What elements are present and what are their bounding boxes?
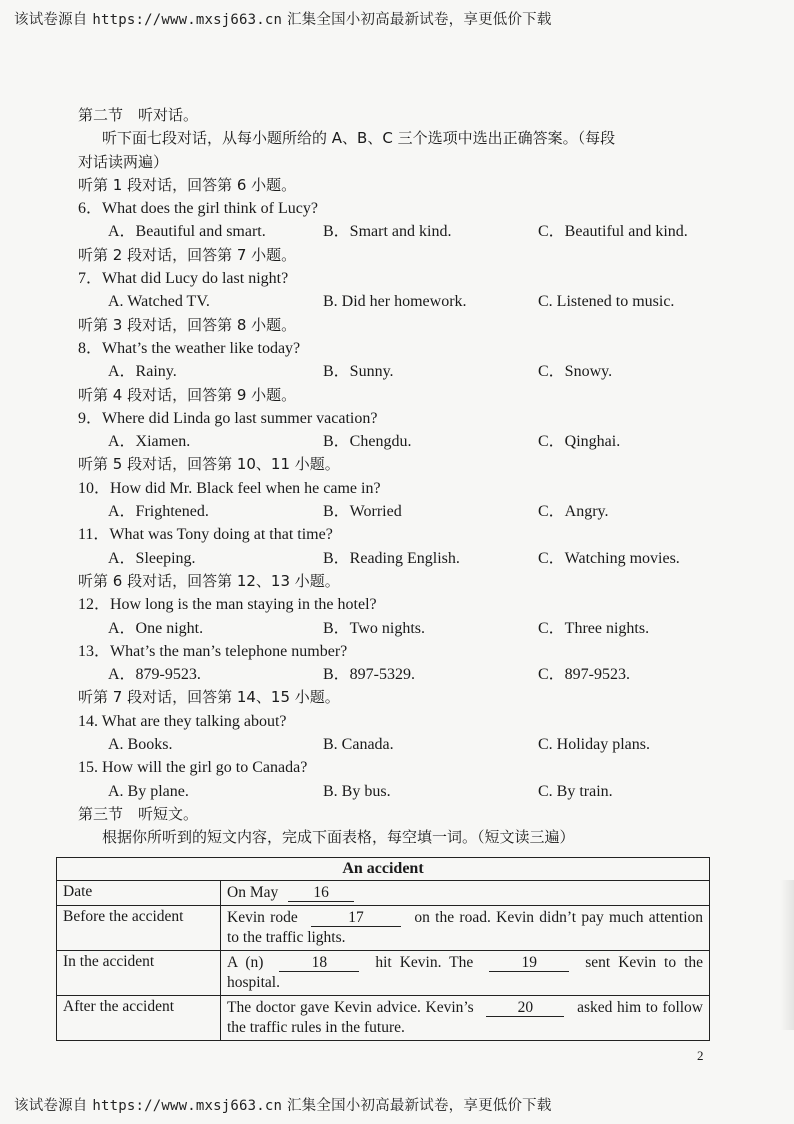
- table-row-date: [57, 881, 710, 906]
- option-a: A．Sleeping.: [108, 549, 196, 567]
- option-b: B．897-5329.: [323, 666, 416, 684]
- table-row-before: [57, 906, 710, 951]
- question-text: 14. What are they talking about?: [78, 712, 287, 730]
- answer-options: [78, 360, 738, 383]
- blank-18: 18: [279, 954, 359, 972]
- dialogue-instruction: 听第 1 段对话，回答第 6 小题。: [78, 175, 297, 194]
- banner-prefix: 该试卷源自: [14, 12, 93, 28]
- question-list: [78, 174, 738, 803]
- option-b: B. Did her homework.: [323, 293, 467, 311]
- question-text: 8．What’s the weather like today?: [78, 339, 301, 357]
- option-c: C．Angry.: [538, 503, 609, 521]
- option-b: B．Two nights.: [323, 619, 426, 637]
- option-a: A. Books.: [108, 736, 173, 754]
- banner-url[interactable]: https://www.mxsj663.cn: [92, 1098, 283, 1114]
- in-text-b: hit Kevin. The: [375, 954, 474, 971]
- scan-edge-shadow: [780, 880, 794, 1030]
- option-c: C．Qinghai.: [538, 433, 621, 451]
- question-text: 13．What’s the man’s telephone number?: [78, 642, 348, 660]
- after-text-b: asked him to follow the traffic rules in the future.: [227, 999, 703, 1036]
- answer-options: [78, 733, 738, 756]
- answer-options: [78, 663, 738, 686]
- question-text: 6．What does the girl think of Lucy?: [78, 200, 318, 218]
- question-text: 15. How will the girl go to Canada?: [78, 759, 308, 777]
- option-a: A．Rainy.: [108, 363, 177, 381]
- option-c: C．Three nights.: [538, 619, 650, 637]
- dialogue-instruction: 听第 5 段对话，回答第 10、11 小题。: [78, 455, 340, 474]
- blank-17: 17: [311, 909, 401, 927]
- option-a: A. Watched TV.: [108, 293, 210, 311]
- question-text: 9．Where did Linda go last summer vacation?: [78, 409, 378, 427]
- option-b: B．Smart and kind.: [323, 223, 452, 241]
- date-cell: [221, 881, 710, 906]
- option-a: A．Xiamen.: [108, 433, 191, 451]
- listening-section: [78, 104, 738, 850]
- accident-table: [56, 857, 710, 1041]
- answer-options: [78, 430, 738, 453]
- option-b: B. By bus.: [323, 782, 391, 800]
- table-title: An accident: [57, 858, 710, 881]
- option-a: A．Beautiful and smart.: [108, 223, 266, 241]
- answer-options: [78, 220, 738, 243]
- dialogue-instruction: 听第 6 段对话，回答第 12、13 小题。: [78, 571, 340, 590]
- dialogue-instruction: 听第 3 段对话，回答第 8 小题。: [78, 315, 297, 334]
- dialogue-instruction: 听第 7 段对话，回答第 14、15 小题。: [78, 688, 340, 707]
- option-c: C．897-9523.: [538, 666, 631, 684]
- option-c: C. Holiday plans.: [538, 736, 650, 754]
- section2-instruction-line2: 对话读两遍）: [78, 152, 169, 171]
- option-a: A. By plane.: [108, 782, 189, 800]
- answer-options: [78, 547, 738, 570]
- question-text: 12．How long is the man staying in the hotel?: [78, 596, 377, 614]
- option-c: C．Watching movies.: [538, 549, 680, 567]
- source-banner-bottom: [14, 1094, 552, 1115]
- table-row-in: [57, 951, 710, 996]
- section2-instruction-line1: 听下面七段对话，从每小题所给的 A、B、C 三个选项中选出正确答案。（每段: [102, 129, 616, 148]
- banner-url[interactable]: https://www.mxsj663.cn: [92, 12, 283, 28]
- section3-title: 第三节 听短文。: [78, 804, 199, 823]
- date-prefix: On May: [227, 884, 279, 901]
- in-text-c: sent Kevin to the hospital.: [227, 954, 704, 991]
- blank-20: 20: [486, 999, 564, 1017]
- answer-options: [78, 290, 738, 313]
- section3-instruction: 根据你所听到的短文内容，完成下面表格，每空填一词。（短文读三遍）: [102, 828, 575, 847]
- option-c: C．Snowy.: [538, 363, 613, 381]
- option-a: A．Frightened.: [108, 503, 209, 521]
- section2-title: 第二节 听对话。: [78, 106, 199, 124]
- question-text: 11．What was Tony doing at that time?: [78, 526, 333, 544]
- option-b: B．Worried: [323, 503, 402, 521]
- dialogue-instruction: 听第 4 段对话，回答第 9 小题。: [78, 385, 297, 404]
- in-cell: [221, 951, 710, 996]
- question-text: 7．What did Lucy do last night?: [78, 270, 289, 288]
- option-b: B．Chengdu.: [323, 433, 412, 451]
- option-b: B．Reading English.: [323, 549, 460, 567]
- blank-16: 16: [288, 884, 354, 902]
- before-label: Before the accident: [57, 906, 221, 951]
- in-text-a: A (n): [227, 954, 264, 971]
- after-cell: [221, 996, 710, 1041]
- source-banner-top: [14, 8, 552, 29]
- question-text: 10．How did Mr. Black feel when he came in?: [78, 479, 381, 497]
- option-c: C．Beautiful and kind.: [538, 223, 688, 241]
- after-text-a: The doctor gave Kevin advice. Kevin’s: [227, 999, 474, 1016]
- before-cell: [221, 906, 710, 951]
- before-text-b: on the road. Kevin didn’t pay much attention to the traffic lights.: [227, 909, 704, 946]
- option-c: C. Listened to music.: [538, 293, 675, 311]
- banner-suffix: 汇集全国小初高最新试卷，享更低价下载: [282, 1098, 552, 1114]
- in-label: In the accident: [57, 951, 221, 996]
- dialogue-instruction: 听第 2 段对话，回答第 7 小题。: [78, 245, 297, 264]
- page-number: 2: [697, 1048, 704, 1063]
- option-a: A．One night.: [108, 619, 204, 637]
- option-b: B. Canada.: [323, 736, 394, 754]
- answer-options: [78, 617, 738, 640]
- before-text-a: Kevin rode: [227, 909, 298, 926]
- option-c: C. By train.: [538, 782, 613, 800]
- answer-options: [78, 780, 738, 803]
- blank-19: 19: [489, 954, 569, 972]
- date-label: Date: [57, 881, 221, 906]
- answer-options: [78, 500, 738, 523]
- option-a: A．879-9523.: [108, 666, 201, 684]
- option-b: B．Sunny.: [323, 363, 394, 381]
- after-label: After the accident: [57, 996, 221, 1041]
- table-row-after: [57, 996, 710, 1041]
- banner-suffix: 汇集全国小初高最新试卷，享更低价下载: [282, 12, 552, 28]
- banner-prefix: 该试卷源自: [14, 1098, 93, 1114]
